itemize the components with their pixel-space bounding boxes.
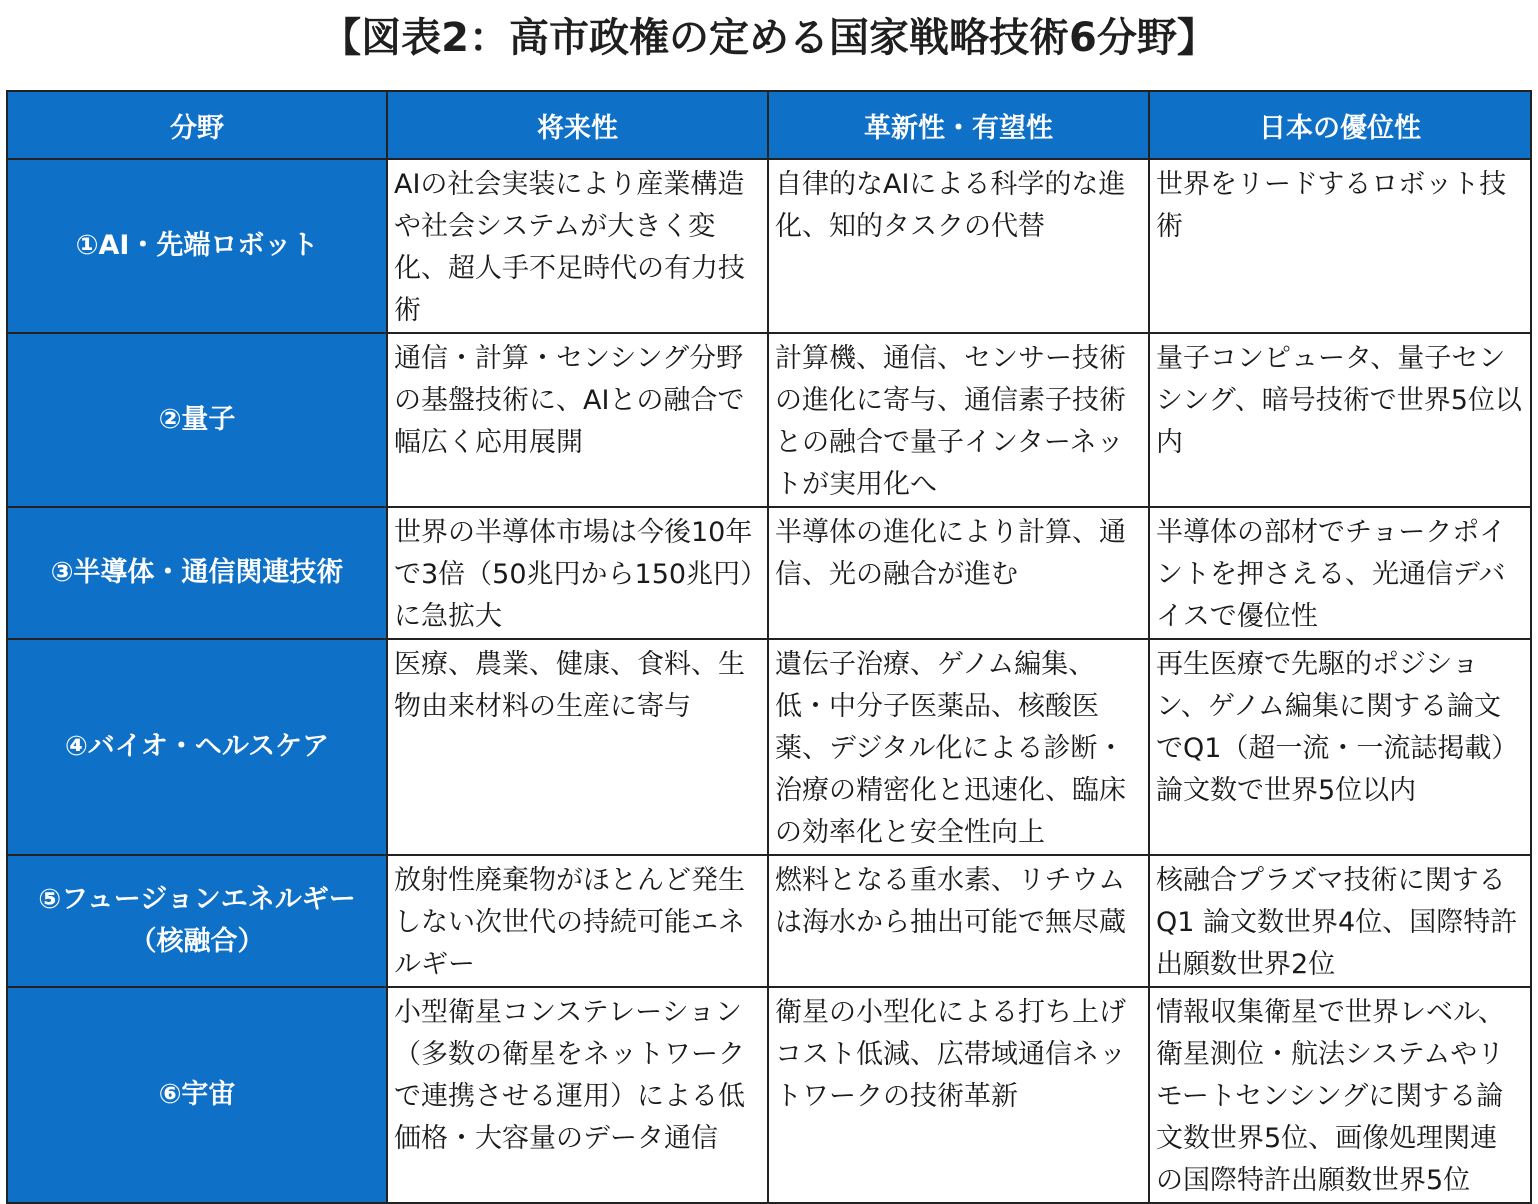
innovation-cell: 衛星の小型化による打ち上げコスト低減、広帯域通信ネットワークの技術革新 bbox=[768, 987, 1149, 1203]
header-field: 分野 bbox=[7, 91, 387, 159]
field-cell bbox=[7, 639, 387, 855]
future-cell: 通信・計算・センシング分野の基盤技術に、AIとの融合で幅広く応用展開 bbox=[387, 333, 768, 507]
innovation-cell: 自律的なAIによる科学的な進化、知的タスクの代替 bbox=[768, 159, 1149, 333]
field-cell bbox=[7, 333, 387, 507]
table-header-row bbox=[7, 91, 1531, 159]
advantage-cell: 再生医療で先駆的ポジション、ゲノム編集に関する論文でQ1（超一流・一流誌掲載）論文数で世界5位以内 bbox=[1149, 639, 1531, 855]
field-subname: （核融合） bbox=[129, 926, 265, 957]
field-name: ⑥宇宙 bbox=[158, 1079, 236, 1110]
strategic-tech-table bbox=[6, 90, 1532, 1204]
header-future: 将来性 bbox=[387, 91, 768, 159]
field-cell bbox=[7, 507, 387, 639]
advantage-cell: 量子コンピュータ、量子センシング、暗号技術で世界5位以内 bbox=[1149, 333, 1531, 507]
innovation-cell: 燃料となる重水素、リチウムは海水から抽出可能で無尽蔵 bbox=[768, 855, 1149, 987]
field-name: ⑤フュージョンエネルギー bbox=[38, 884, 356, 915]
advantage-cell: 世界をリードするロボット技術 bbox=[1149, 159, 1531, 333]
advantage-cell: 情報収集衛星で世界レベル、衛星測位・航法システムやリモートセンシングに関する論文数世界5位、画像処理関連の国際特許出願数世界5位 bbox=[1149, 987, 1531, 1203]
future-cell: AIの社会実装により産業構造や社会システムが大きく変化、超人手不足時代の有力技術 bbox=[387, 159, 768, 333]
future-cell: 小型衛星コンステレーション（多数の衛星をネットワークで連携させる運用）による低価格・大容量のデータ通信 bbox=[387, 987, 768, 1203]
future-cell: 放射性廃棄物がほとんど発生しない次世代の持続可能エネルギー bbox=[387, 855, 768, 987]
field-name: ②量子 bbox=[158, 404, 236, 435]
field-name: ①AI・先端ロボット bbox=[75, 230, 319, 261]
field-cell bbox=[7, 855, 387, 987]
field-cell bbox=[7, 987, 387, 1203]
header-advantage: 日本の優位性 bbox=[1149, 91, 1531, 159]
future-cell: 医療、農業、健康、食料、生物由来材料の生産に寄与 bbox=[387, 639, 768, 855]
innovation-cell: 遺伝子治療、ゲノム編集、低・中分子医薬品、核酸医薬、デジタル化による診断・治療の精密化と迅速化、臨床の効率化と安全性向上 bbox=[768, 639, 1149, 855]
field-name: ③半導体・通信関連技術 bbox=[50, 557, 344, 588]
field-cell bbox=[7, 159, 387, 333]
table-row bbox=[7, 507, 1531, 639]
advantage-cell: 半導体の部材でチョークポイントを押さえる、光通信デバイスで優位性 bbox=[1149, 507, 1531, 639]
innovation-cell: 計算機、通信、センサー技術の進化に寄与、通信素子技術との融合で量子インターネットが実用化へ bbox=[768, 333, 1149, 507]
field-name: ④バイオ・ヘルスケア bbox=[64, 731, 330, 762]
advantage-cell: 核融合プラズマ技術に関するQ1 論文数世界4位、国際特許出願数世界2位 bbox=[1149, 855, 1531, 987]
innovation-cell: 半導体の進化により計算、通信、光の融合が進む bbox=[768, 507, 1149, 639]
future-cell: 世界の半導体市場は今後10年で3倍（50兆円から150兆円）に急拡大 bbox=[387, 507, 768, 639]
table-row bbox=[7, 987, 1531, 1203]
table-row bbox=[7, 159, 1531, 333]
table-row bbox=[7, 855, 1531, 987]
page-title: 【図表2：高市政権の定める国家戦略技術6分野】 bbox=[321, 15, 1217, 61]
table-row bbox=[7, 333, 1531, 507]
table-row bbox=[7, 639, 1531, 855]
header-innovation: 革新性・有望性 bbox=[768, 91, 1149, 159]
